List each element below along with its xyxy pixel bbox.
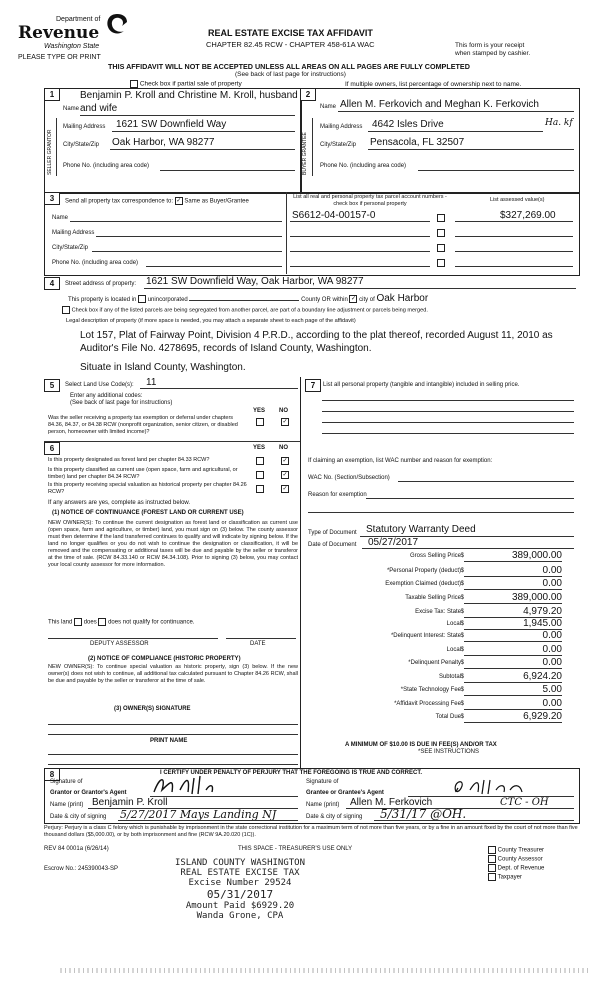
tax-row — [311, 684, 576, 697]
notice-1-title: (1) NOTICE OF CONTINUANCE (FOREST LAND OR CURRENT USE) — [52, 510, 244, 516]
section-6-number: 6 — [44, 442, 60, 455]
doc-type: Statutory Warranty Deed — [366, 524, 476, 535]
notice-2-title: (2) NOTICE OF COMPLIANCE (HISTORIC PROPERTY) — [88, 656, 241, 662]
located-in-label: This property is located in — [68, 297, 137, 303]
grantor-name-print-label: Name (print) — [50, 802, 84, 808]
seller-city: Oak Harbor, WA 98277 — [112, 137, 215, 148]
doc-date-label: Date of Document — [308, 542, 357, 548]
grantee-date-city-label: Date & city of signing — [306, 814, 363, 820]
certify-text: I CERTIFY UNDER PENALTY OF PERJURY THAT THE FOREGOING IS TRUE AND CORRECT. — [160, 770, 423, 776]
doc-type-label: Type of Document — [308, 530, 357, 536]
tax-row-currency: $ — [460, 581, 464, 587]
seller-city-label: City/State/Zip — [63, 142, 100, 148]
seller-name-line-1: Benjamin P. Kroll and Christine M. Kroll, husband — [80, 90, 298, 101]
tax-row-label: *Affidavit Processing Fee — [394, 701, 461, 707]
tax-row-currency: $ — [460, 595, 464, 601]
sec3-mailing-label: Mailing Address — [52, 230, 95, 236]
seller-side-label: SELLER GRANTOR — [47, 129, 53, 175]
does-label: does — [83, 619, 97, 626]
does-checkbox[interactable] — [74, 618, 82, 626]
tax-row — [311, 657, 576, 670]
buyer-city: Pensacola, FL 32507 — [370, 137, 465, 148]
section-2-number: 2 — [300, 88, 316, 101]
tax-row — [311, 644, 576, 657]
city-of-label: city of — [359, 297, 375, 303]
buyer-city-label: City/State/Zip — [320, 142, 357, 148]
seller-name-label: Name — [63, 106, 80, 112]
location-row — [68, 293, 428, 304]
parcel-personal-checkbox-2[interactable] — [437, 229, 445, 237]
buyer-mailing: 4642 Isles Drive — [372, 119, 444, 130]
county-or-label: County OR within — [301, 297, 348, 303]
dist-check-item — [488, 864, 544, 873]
dist-label: Dept. of Revenue — [497, 865, 545, 872]
logo-dept: Department of — [56, 16, 101, 23]
current-use-no-checkbox[interactable]: ✓ — [282, 472, 288, 478]
grantee-name-note: CTC - OH — [500, 797, 549, 808]
tax-row-value: 389,000.00 — [464, 592, 562, 604]
sec5-see-back: (See back of last page for instructions) — [70, 400, 173, 406]
minimum-due-note: A MINIMUM OF $10.00 IS DUE IN FEE(S) AND/OR TAX — [345, 742, 497, 748]
land-use-code: 11 — [146, 377, 157, 388]
exemption-yes-checkbox[interactable] — [256, 418, 264, 426]
current-use-yes-checkbox[interactable] — [256, 471, 264, 479]
distribution-checks — [488, 846, 544, 882]
same-as-buyer-checkbox[interactable]: ✓ — [176, 198, 182, 204]
assessed-value: $327,269.00 — [500, 210, 556, 221]
form-chapter: CHAPTER 82.45 RCW - CHAPTER 458-61A WAC — [206, 40, 375, 49]
land-use-label: Select Land Use Code(s): — [65, 382, 134, 388]
dist-check-item — [488, 873, 544, 882]
tax-row-currency: $ — [460, 609, 464, 615]
partial-sale-row — [130, 80, 242, 88]
tax-row-label: *Personal Property (deduct) — [386, 568, 461, 574]
tax-row-currency: $ — [460, 674, 464, 680]
send-correspondence-row — [65, 197, 249, 205]
tax-row-value: 0.00 — [464, 698, 562, 710]
tax-row-value: 4,979.20 — [464, 606, 562, 618]
rev-number: REV 84 0001a (6/26/14) — [44, 846, 109, 852]
unincorporated-label: unincorporated — [147, 297, 188, 303]
grantor-agent-label: Grantor or Grantor's Agent — [50, 790, 127, 796]
sec6-yes-header: YES — [253, 445, 266, 451]
buyer-name-note: Ha. kf — [545, 118, 573, 128]
tax-row-currency: $ — [460, 568, 464, 574]
perjury-text: Perjury: Perjury is a class C felony which is punishable by imprisonment in the state correctional institution for a maximum term of not more than five years, or by a fine in an amount fixed by the court of not more than five thousand dollars ($5,000.00), or by both imprisonment and fine (RCW 9A.20.020 (1C)). — [44, 825, 578, 838]
see-back-text: (See back of last page for instructions) — [235, 71, 346, 78]
seller-phone-label: Phone No. (including area code) — [63, 163, 150, 169]
sec5-no-header: NO — [279, 408, 288, 414]
sec6-no-header: NO — [279, 445, 288, 451]
tax-row — [311, 565, 576, 578]
tax-row-value: 1,945.00 — [464, 618, 562, 630]
segregated-label: Check box if any of the listed parcels are being segregated from another parcel, are part of a boundary line adjustment or parcels being merged. — [71, 307, 428, 314]
dist-label: County Assessor — [497, 856, 543, 863]
forest-yes-checkbox[interactable] — [256, 457, 264, 465]
sec7-divider — [300, 377, 301, 769]
receipt-note-1: This form is your receipt — [455, 42, 525, 49]
grantor-name: Benjamin P. Kroll — [92, 797, 168, 808]
partial-sale-label: Check box if partial sale of property — [139, 80, 242, 88]
escrow-label: Escrow No.: — [44, 866, 77, 872]
tax-row-label: *Delinquent Penalty — [408, 660, 461, 666]
tax-row-label: Local — [446, 621, 461, 627]
continuance-row — [48, 618, 194, 626]
tax-row — [311, 550, 576, 563]
grantee-agent-label: Grantee or Grantee's Agent — [306, 790, 384, 796]
exemption-question: Was the seller receiving a property tax exemption or deferral under chapters 84.36, 84.37, or 84.38 RCW (nonprofit organization, senior citizen, or disabled person, homeowner with limited income)? — [48, 415, 238, 435]
section-3-number: 3 — [44, 192, 60, 205]
tax-row-value: 0.00 — [464, 644, 562, 656]
tax-row-label: Local — [446, 647, 461, 653]
type-or-print: PLEASE TYPE OR PRINT — [18, 54, 101, 61]
warning-text: THIS AFFIDAVIT WILL NOT BE ACCEPTED UNLESS ALL AREAS ON ALL PAGES ARE FULLY COMPLETED — [108, 62, 470, 71]
stamp-line-4: 05/31/2017 — [206, 888, 274, 901]
parcel-header: List all real and personal property tax parcel account numbers - check box if personal property — [293, 194, 447, 207]
tax-row-label: Exemption Claimed (deduct) — [385, 581, 461, 587]
tax-row-label: *Delinquent Interest: State — [390, 633, 461, 639]
dist-checkbox[interactable] — [488, 873, 496, 881]
stamp-line-6: Wanda Grone, CPA — [196, 911, 284, 921]
print-name-label: PRINT NAME — [150, 738, 188, 744]
logo-name: Revenue — [18, 23, 100, 43]
does-not-label: does not qualify for continuance. — [108, 619, 195, 626]
send-correspondence-label: Send all property tax correspondence to: — [65, 198, 174, 205]
tax-row-value: 0.00 — [464, 578, 562, 590]
reason-label: Reason for exemption — [308, 492, 367, 498]
city-name: Oak Harbor — [376, 293, 429, 304]
claiming-exemption-label: If claiming an exemption, list WAC number and reason for exemption: — [308, 458, 493, 464]
sec3-city-label: City/State/Zip — [52, 245, 89, 251]
buyer-name: Allen M. Ferkovich and Meghan K. Ferkovich — [340, 99, 539, 110]
tax-row-value: 5.00 — [464, 684, 562, 696]
grantor-date-city: 5/27/2017 Mays Landing NJ — [120, 808, 277, 821]
historic-no-checkbox[interactable]: ✓ — [282, 486, 288, 492]
historic-yes-checkbox[interactable] — [256, 485, 264, 493]
sec5-yes-header: YES — [253, 408, 266, 414]
sec3-name-label: Name — [52, 215, 69, 221]
buyer-phone-label: Phone No. (including area code) — [320, 163, 407, 169]
section-8-number: 8 — [44, 768, 60, 781]
notice-2-text: NEW OWNER(S): To continue special valuation as historic property, sign (3) below. If the new owner(s) does not wish to continue, all additional tax calculated pursuant to Chapter 84.26 RCW, shall be due and payable by the seller or transferor at the time of sale. — [48, 664, 298, 684]
tax-row-currency: $ — [460, 647, 464, 653]
legal-line-3: Situate in Island County, Washington. — [80, 362, 246, 373]
section-7-number: 7 — [305, 379, 321, 392]
forest-no-checkbox[interactable]: ✓ — [282, 458, 288, 464]
exemption-no-checkbox[interactable]: ✓ — [282, 419, 288, 425]
segregated-row — [62, 306, 428, 314]
current-use-question: Is this property classified as current use (open space, farm and agricultural, or timber) land per chapter 84.34 RCW? — [48, 467, 238, 480]
notice-1-text: NEW OWNER(S): To continue the current designation as forest land or classification as current use (open space, farm and agriculture, or timber) land, you must sign on (3) below. The county assessor must then determine if the land transferred continues to qualify and will indicate by signing below. If the land no longer qualifies or you do not wish to continue the designation or classification, it will be removed and the compensating or additional taxes will be due and payable by the seller or transferor at the time of sale. (RCW 84.33.140 or RCW 84.34.108). Prior to signing (3) below, you may contact your local county assessor for more information. — [48, 520, 298, 568]
tax-row-value: 0.00 — [464, 565, 562, 577]
tax-row-value: 389,000.00 — [464, 550, 562, 562]
grantor-signature — [150, 772, 240, 798]
scan-noise-strip — [60, 968, 590, 973]
same-as-buyer-label: Same as Buyer/Grantee — [184, 198, 249, 205]
tax-row-label: Subtotal — [438, 674, 461, 680]
escrow-number: 245390043-SP — [78, 866, 119, 872]
stamp-line-3: Excise Number 29524 — [188, 878, 292, 888]
tax-row-value: 0.00 — [464, 630, 562, 642]
dist-check-item — [488, 846, 544, 855]
parcel-personal-checkbox-3[interactable] — [437, 244, 445, 252]
tax-row — [311, 578, 576, 591]
tax-row — [311, 630, 576, 643]
dist-check-item — [488, 855, 544, 864]
partial-sale-checkbox[interactable] — [130, 80, 138, 88]
receipt-note-2: when stamped by cashier. — [455, 50, 531, 57]
form-title: REAL ESTATE EXCISE TAX AFFIDAVIT — [208, 28, 373, 38]
tax-row-currency: $ — [460, 687, 464, 693]
buyer-mailing-label: Mailing Address — [320, 124, 363, 130]
logo-state: Washington State — [44, 43, 100, 50]
deputy-date-label: DATE — [250, 641, 266, 647]
grantor-sig-of: Signature of — [50, 779, 83, 785]
segregated-checkbox[interactable] — [62, 306, 70, 314]
street-address: 1621 SW Downfield Way, Oak Harbor, WA 98277 — [146, 276, 364, 287]
tax-row-currency: $ — [460, 714, 464, 720]
revenue-swirl-icon — [104, 12, 130, 40]
grantee-name: Allen M. Ferkovich — [350, 797, 433, 808]
tax-row-label: Gross Selling Price — [409, 553, 461, 559]
tax-row — [311, 592, 576, 605]
stamp-line-2: REAL ESTATE EXCISE TAX — [180, 868, 300, 878]
dist-checkbox[interactable] — [488, 855, 496, 863]
tax-row-currency: $ — [460, 660, 464, 666]
historic-question: Is this property receiving special valuation as historical property per chapter 84.26 RCW? — [48, 482, 247, 495]
section-5-number: 5 — [44, 379, 60, 392]
tax-row — [311, 671, 576, 684]
grantor-date-city-label: Date & city of signing — [50, 814, 107, 820]
this-land-label: This land — [48, 619, 73, 626]
dist-checkbox[interactable] — [488, 864, 496, 872]
seller-mailing: 1621 SW Downfield Way — [116, 119, 227, 130]
see-instructions-note: *SEE INSTRUCTIONS — [418, 749, 480, 755]
stamp-line-5: Amount Paid $6929.20 — [185, 901, 295, 911]
parcel-personal-checkbox-4[interactable] — [437, 259, 445, 267]
grantee-sig-of: Signature of — [306, 779, 339, 785]
seller-mailing-label: Mailing Address — [63, 124, 106, 130]
deputy-assessor-label: DEPUTY ASSESSOR — [90, 641, 149, 647]
grantee-date-city: 5/31/17 @OH. — [380, 807, 467, 821]
tax-row — [311, 711, 576, 724]
wac-label: WAC No. (Section/Subsection) — [308, 475, 390, 481]
dist-label: County Treasurer — [497, 847, 545, 854]
tax-row-value: 6,929.20 — [464, 711, 562, 723]
tax-row-currency: $ — [460, 553, 464, 559]
parcel-personal-checkbox-1[interactable] — [437, 214, 445, 222]
treasurer-stamp — [150, 858, 330, 921]
escrow-row — [44, 866, 118, 872]
buyer-name-label: Name — [320, 104, 337, 110]
tax-row-label: *State Technology Fee — [400, 687, 461, 693]
tax-row-value: 6,924.20 — [464, 671, 562, 683]
treasurer-use-only: THIS SPACE - TREASURER'S USE ONLY — [238, 846, 353, 852]
section-1-number: 1 — [44, 88, 60, 101]
legal-line-1: Lot 157, Plat of Fairway Point, Division 4 P.R.D., according to the plat thereof, recorded August 11, 2010 as — [80, 330, 553, 341]
owner-signature-label: (3) OWNER(S) SIGNATURE — [114, 706, 191, 712]
doc-date: 05/27/2017 — [368, 537, 419, 548]
grantee-signature — [450, 774, 540, 798]
buyer-side-label: BUYER GRANTEE — [302, 132, 308, 175]
tax-row-label: Total Due — [435, 714, 461, 720]
sec3-phone-label: Phone No. (including area code) — [52, 260, 139, 266]
parcel-number: S6612-04-00157-0 — [292, 210, 376, 221]
legal-label: Legal description of property (if more space is needed, you may attach a separate sheet to each page of the affidavit) — [66, 318, 356, 324]
unincorporated-checkbox[interactable] — [138, 295, 146, 303]
tax-row-value: 0.00 — [464, 657, 562, 669]
multiple-owners-note: If multiple owners, list percentage of ownership next to name. — [345, 81, 522, 88]
tax-row-label: Taxable Selling Price — [405, 595, 461, 601]
additional-codes-label: Enter any additional codes: — [70, 393, 143, 399]
tax-row-label: Excise Tax: State — [415, 609, 461, 615]
tax-row — [311, 698, 576, 711]
does-not-checkbox[interactable] — [98, 618, 106, 626]
street-label: Street address of property: — [65, 281, 137, 287]
seller-name-line-2: and wife — [80, 103, 118, 114]
legal-line-2: Auditor's File No. 4278695, records of Island County, Washington. — [80, 343, 372, 354]
section-4-number: 4 — [44, 277, 60, 290]
tax-row-currency: $ — [460, 621, 464, 627]
tax-row-currency: $ — [460, 633, 464, 639]
assessed-header: List assessed value(s) — [490, 197, 545, 203]
tax-row-currency: $ — [460, 701, 464, 707]
stamp-line-1: ISLAND COUNTY WASHINGTON — [174, 858, 306, 868]
dist-checkbox[interactable] — [488, 846, 496, 854]
city-of-checkbox[interactable]: ✓ — [350, 296, 356, 303]
if-yes-note: If any answers are yes, complete as instructed below. — [48, 500, 191, 506]
dist-label: Taxpayer — [497, 874, 522, 881]
personal-property-label: List all personal property (tangible and intangible) included in selling price. — [323, 382, 520, 388]
grantee-name-print-label: Name (print) — [306, 802, 340, 808]
forest-question: Is this property designated as forest land per chapter 84.33 RCW? — [48, 457, 210, 463]
